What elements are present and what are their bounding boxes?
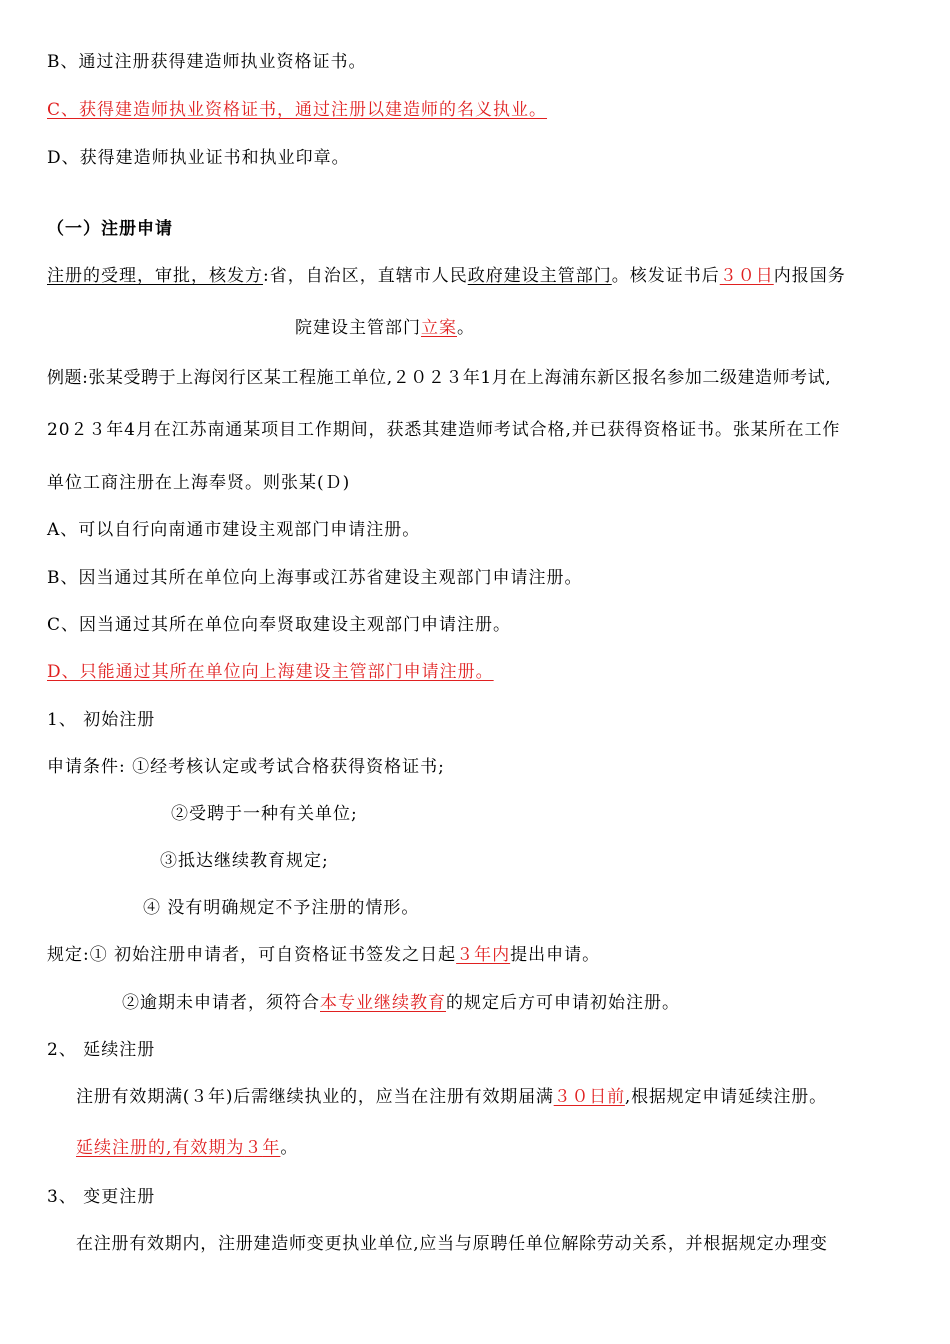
example-option-c: C、因当通过其所在单位向奉贤取建设主观部门申请注册。 [47,615,512,635]
renewal-line-2 [76,1136,298,1160]
registration-report-text: 。核发证书后 [611,266,720,286]
renewal-deadline: ３０日前 [553,1087,625,1107]
q1-option-d: D、获得建造师执业证书和执业印章。 [47,148,350,168]
renewal-validity-unit: 年 [262,1138,281,1158]
rule-2-tail: 的规定后方可申请初始注册。 [446,993,680,1013]
q1-option-b: B、通过注册获得建造师执业资格证书。 [47,52,367,72]
initial-rule-1 [47,943,600,967]
q1-option-c-answer: C、获得建造师执业资格证书，通过注册以建造师的名义执业。 [47,100,548,120]
rule-2-education: 本专业继续教育 [320,993,446,1013]
initial-rule-2 [122,991,680,1015]
renewal-tail: ,根据规定申请延续注册。 [624,1087,827,1107]
section-heading-registration: （一）注册申请 [47,219,173,239]
example-line-2: 20２３年4月在江苏南通某项目工作期间，获悉其建造师考试合格,并已获得资格证书。张某所在工作 [47,420,841,440]
registration-authority-text: :省，自治区，直辖市人民 [263,266,468,286]
example-option-d-answer: D、只能通过其所在单位向上海建设主管部门申请注册。 [47,662,494,682]
renewal-validity-text: 延续注册的,有效期为 [76,1138,245,1158]
rule-1-text: 规定:① 初始注册申请者，可自资格证书签发之日起 [47,945,457,965]
initial-condition-4: ④ 没有明确规定不予注册的情形。 [143,898,420,918]
rule-2-text: ②逾期未申请者，须符合 [122,993,320,1013]
registration-authority-line [47,264,846,288]
report-deadline: ３０日 [719,266,774,286]
renewal-text: 注册有效期满(３年)后需继续执业的，应当在注册有效期届满 [76,1087,554,1107]
filing-department: 院建设主管部门 [295,318,421,338]
filing-keyword: 立案 [421,318,457,338]
registration-report-tail: 内报国务 [773,266,846,286]
registration-filing-line [295,316,475,340]
renewal-validity-period: 。 [280,1138,299,1158]
example-option-a: A、可以自行向南通市建设主观部门申请注册。 [47,520,421,540]
change-registration-title: 3、 变更注册 [47,1187,156,1207]
initial-registration-title: 1、 初始注册 [47,710,156,730]
rule-1-tail: 提出申请。 [510,945,601,965]
initial-condition-2: ②受聘于一种有关单位; [171,804,358,824]
example-line-1: 例题:张某受聘于上海闵行区某工程施工单位,２０２３年1月在上海浦东新区报名参加二级建造师考试, [47,368,832,388]
example-line-3: 单位工商注册在上海奉贤。则张某(Ｄ) [47,473,351,493]
registration-authority-label: 注册的受理，审批，核发方 [47,266,263,286]
example-option-b: B、因当通过其所在单位向上海事或江苏省建设主观部门申请注册。 [47,568,583,588]
renewal-line-1 [76,1085,827,1109]
rule-1-deadline: ３年内 [456,945,511,965]
authority-department: 政府建设主管部门 [467,266,612,286]
renewal-registration-title: 2、 延续注册 [47,1040,156,1060]
initial-condition-1: 申请条件: ①经考核认定或考试合格获得资格证书; [47,757,445,777]
initial-condition-3: ③抵达继续教育规定; [160,851,329,871]
renewal-validity-years: ３ [244,1138,263,1158]
change-line-1: 在注册有效期内，注册建造师变更执业单位,应当与原聘任单位解除劳动关系，并根据规定办理变 [76,1234,828,1254]
filing-period: 。 [457,318,475,338]
